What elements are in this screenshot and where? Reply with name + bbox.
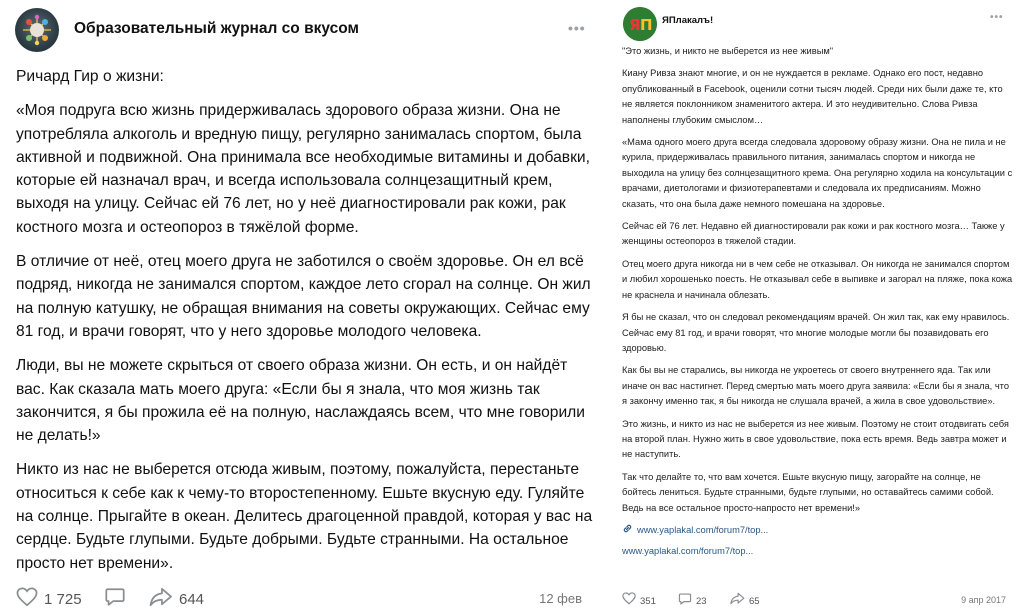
comment-icon <box>678 592 692 611</box>
like-count: 1 725 <box>44 590 82 608</box>
share-button[interactable] <box>149 588 204 610</box>
post-paragraph: В отличие от неё, отец моего друга не заботился о своём здоровье. Он ел всё подряд, никогда не занимался спортом, каждое лето сгорал на солнце. Он жил на полную катушку, не обращая внимания на советы окружающих. Сейчас ему 81 год, и врачи говорят, что у него здоровье молодого человека. <box>16 253 591 340</box>
post-paragraph: Как бы вы не старались, вы никогда не укроетесь от своего внутреннего яда. Так или иначе он вас настигнет. Перед смертью мать моего друга заявила: «Если бы я знала, что я закончу именно так, я бы никогда не слушала врачей, а жила в свое удовольствие». <box>622 365 1010 407</box>
post-paragraph: "Это жизнь, и никто не выберется из нее живым" <box>622 46 834 56</box>
more-icon[interactable]: ••• <box>990 12 1004 23</box>
post-paragraph: Ричард Гир о жизни: <box>16 68 164 85</box>
post-date[interactable]: 12 фев <box>539 591 582 606</box>
right-post <box>612 0 1024 614</box>
community-title[interactable]: ЯПлакалъ! <box>662 15 714 26</box>
post-paragraph: Люди, вы не можете скрыться от своего образа жизни. Он есть, и он найдёт вас. Как сказала мать моего друга: «Если бы я знала, что моя жизнь так закончится, я бы прожила её на полную, наслаждаясь всем, что мне говорили не делать!» <box>16 357 585 445</box>
community-avatar[interactable] <box>15 8 59 52</box>
like-count: 351 <box>640 595 656 607</box>
link-url[interactable]: www.yaplakal.com/forum7/top... <box>637 525 769 536</box>
heart-icon <box>16 587 38 612</box>
post-paragraph: «Моя подруга всю жизнь придерживалась здорового образа жизни. Она не употребляла алкоголь и вредную пищу, регулярно занималась спортом, была активной и подвижной. Она принимала все необходимые витамины и добавки, которые ей назначал врач, и всегда использовала солнцезащитный крем, выходя на улицу. Сейчас ей 76 лет, но у неё диагностировали рак кожи, рак костного мозга и остеопороз в тяжёлой форме. <box>16 102 590 236</box>
share-icon <box>730 592 745 610</box>
link-url[interactable]: www.yaplakal.com/forum7/top... <box>622 546 754 557</box>
post-actions <box>16 588 596 610</box>
post-paragraph: Отец моего друга никогда ни в чем себе не отказывал. Он никогда не занимался спортом и любил хорошенько поесть. Не отказывал себе в выпивке и загорал на пляже, пока кожа не краснела и начинала облезать. <box>622 258 1013 300</box>
comment-count: 23 <box>696 595 707 607</box>
share-count: 644 <box>179 590 205 608</box>
svg-text:Я: Я <box>629 16 641 34</box>
like-button[interactable] <box>622 593 656 609</box>
attached-link-url[interactable] <box>622 544 1014 559</box>
post-actions <box>622 593 1014 609</box>
post-date[interactable]: 9 апр 2017 <box>961 595 1006 605</box>
share-count: 65 <box>749 595 760 607</box>
svg-text:П: П <box>640 16 653 34</box>
post-paragraph: Сейчас ей 76 лет. Недавно ей диагностировали рак кожи и рак костного мозга… Также у женщины остеопороз в тяжелой стадии. <box>622 221 1005 247</box>
like-button[interactable] <box>16 588 82 610</box>
post-paragraph: Киану Ривза знают многие, и он не нуждается в рекламе. Однако его пост, недавно опубликованный в Facebook, оценили сотни тысяч людей. Среди них были даже те, кто не является поклонником знаменитого актера. И это неудивительно. Слова Ривза наполнены глубоким смыслом… <box>622 68 1003 125</box>
comment-button[interactable] <box>104 588 126 610</box>
post-text <box>622 44 1014 565</box>
comment-button[interactable] <box>678 593 707 609</box>
heart-icon <box>622 592 636 610</box>
link-icon <box>622 523 633 539</box>
share-icon <box>149 587 173 612</box>
community-title[interactable]: Образовательный журнал со вкусом <box>74 20 359 37</box>
post-paragraph: «Мама одного моего друга всегда следовала здоровому образу жизни. Она не пила и не курила, придерживалась правильного питания, занималась спортом и никогда не выходила на улицу без солнцезащитного крема. Она регулярно ходила на консультации с врачами, диетологами и физиотерапевтами и следовала их предписаниям. Можно сказать, что она была даже немного помешана на здоровье. <box>622 137 1013 209</box>
share-button[interactable] <box>730 593 760 609</box>
more-icon[interactable]: ••• <box>568 20 586 36</box>
attached-link[interactable] <box>622 523 1014 539</box>
post-paragraph: Так что делайте то, что вам хочется. Ешьте вкусную пищу, загорайте на солнце, не бойтесь лениться. Будьте странными, будьте глупыми, но оставайтесь самими собой. Ведь на все остальное просто-напросто нет времени!» <box>622 471 994 513</box>
post-text <box>16 65 596 586</box>
comment-icon <box>104 586 126 613</box>
post-paragraph: Это жизнь, и никто из нас не выберется из нее живым. Поэтому не стоит отодвигать себя на второй план. Нужно жить в свое удовольствие, пока есть время. Ведь завтра может и не наступить. <box>622 418 1009 460</box>
post-paragraph: Я бы не сказал, что он следовал рекомендациям врачей. Он жил так, как ему нравилось. Сейчас ему 81 год, и врачи говорят, что многие молодые могли бы позавидовать его здоровью. <box>622 312 1010 353</box>
post-paragraph: Никто из нас не выберется отсюда живым, поэтому, пожалуйста, перестаньте относиться к себе как к чему-то второстепенному. Ешьте вкусную еду. Гуляйте на солнце. Прыгайте в океан. Делитесь драгоценной правдой, которая у вас на сердце. Будьте глупыми. Будьте добрыми. Будьте странными. На остальное просто нет времени». <box>16 461 593 572</box>
community-avatar[interactable] <box>623 7 657 41</box>
